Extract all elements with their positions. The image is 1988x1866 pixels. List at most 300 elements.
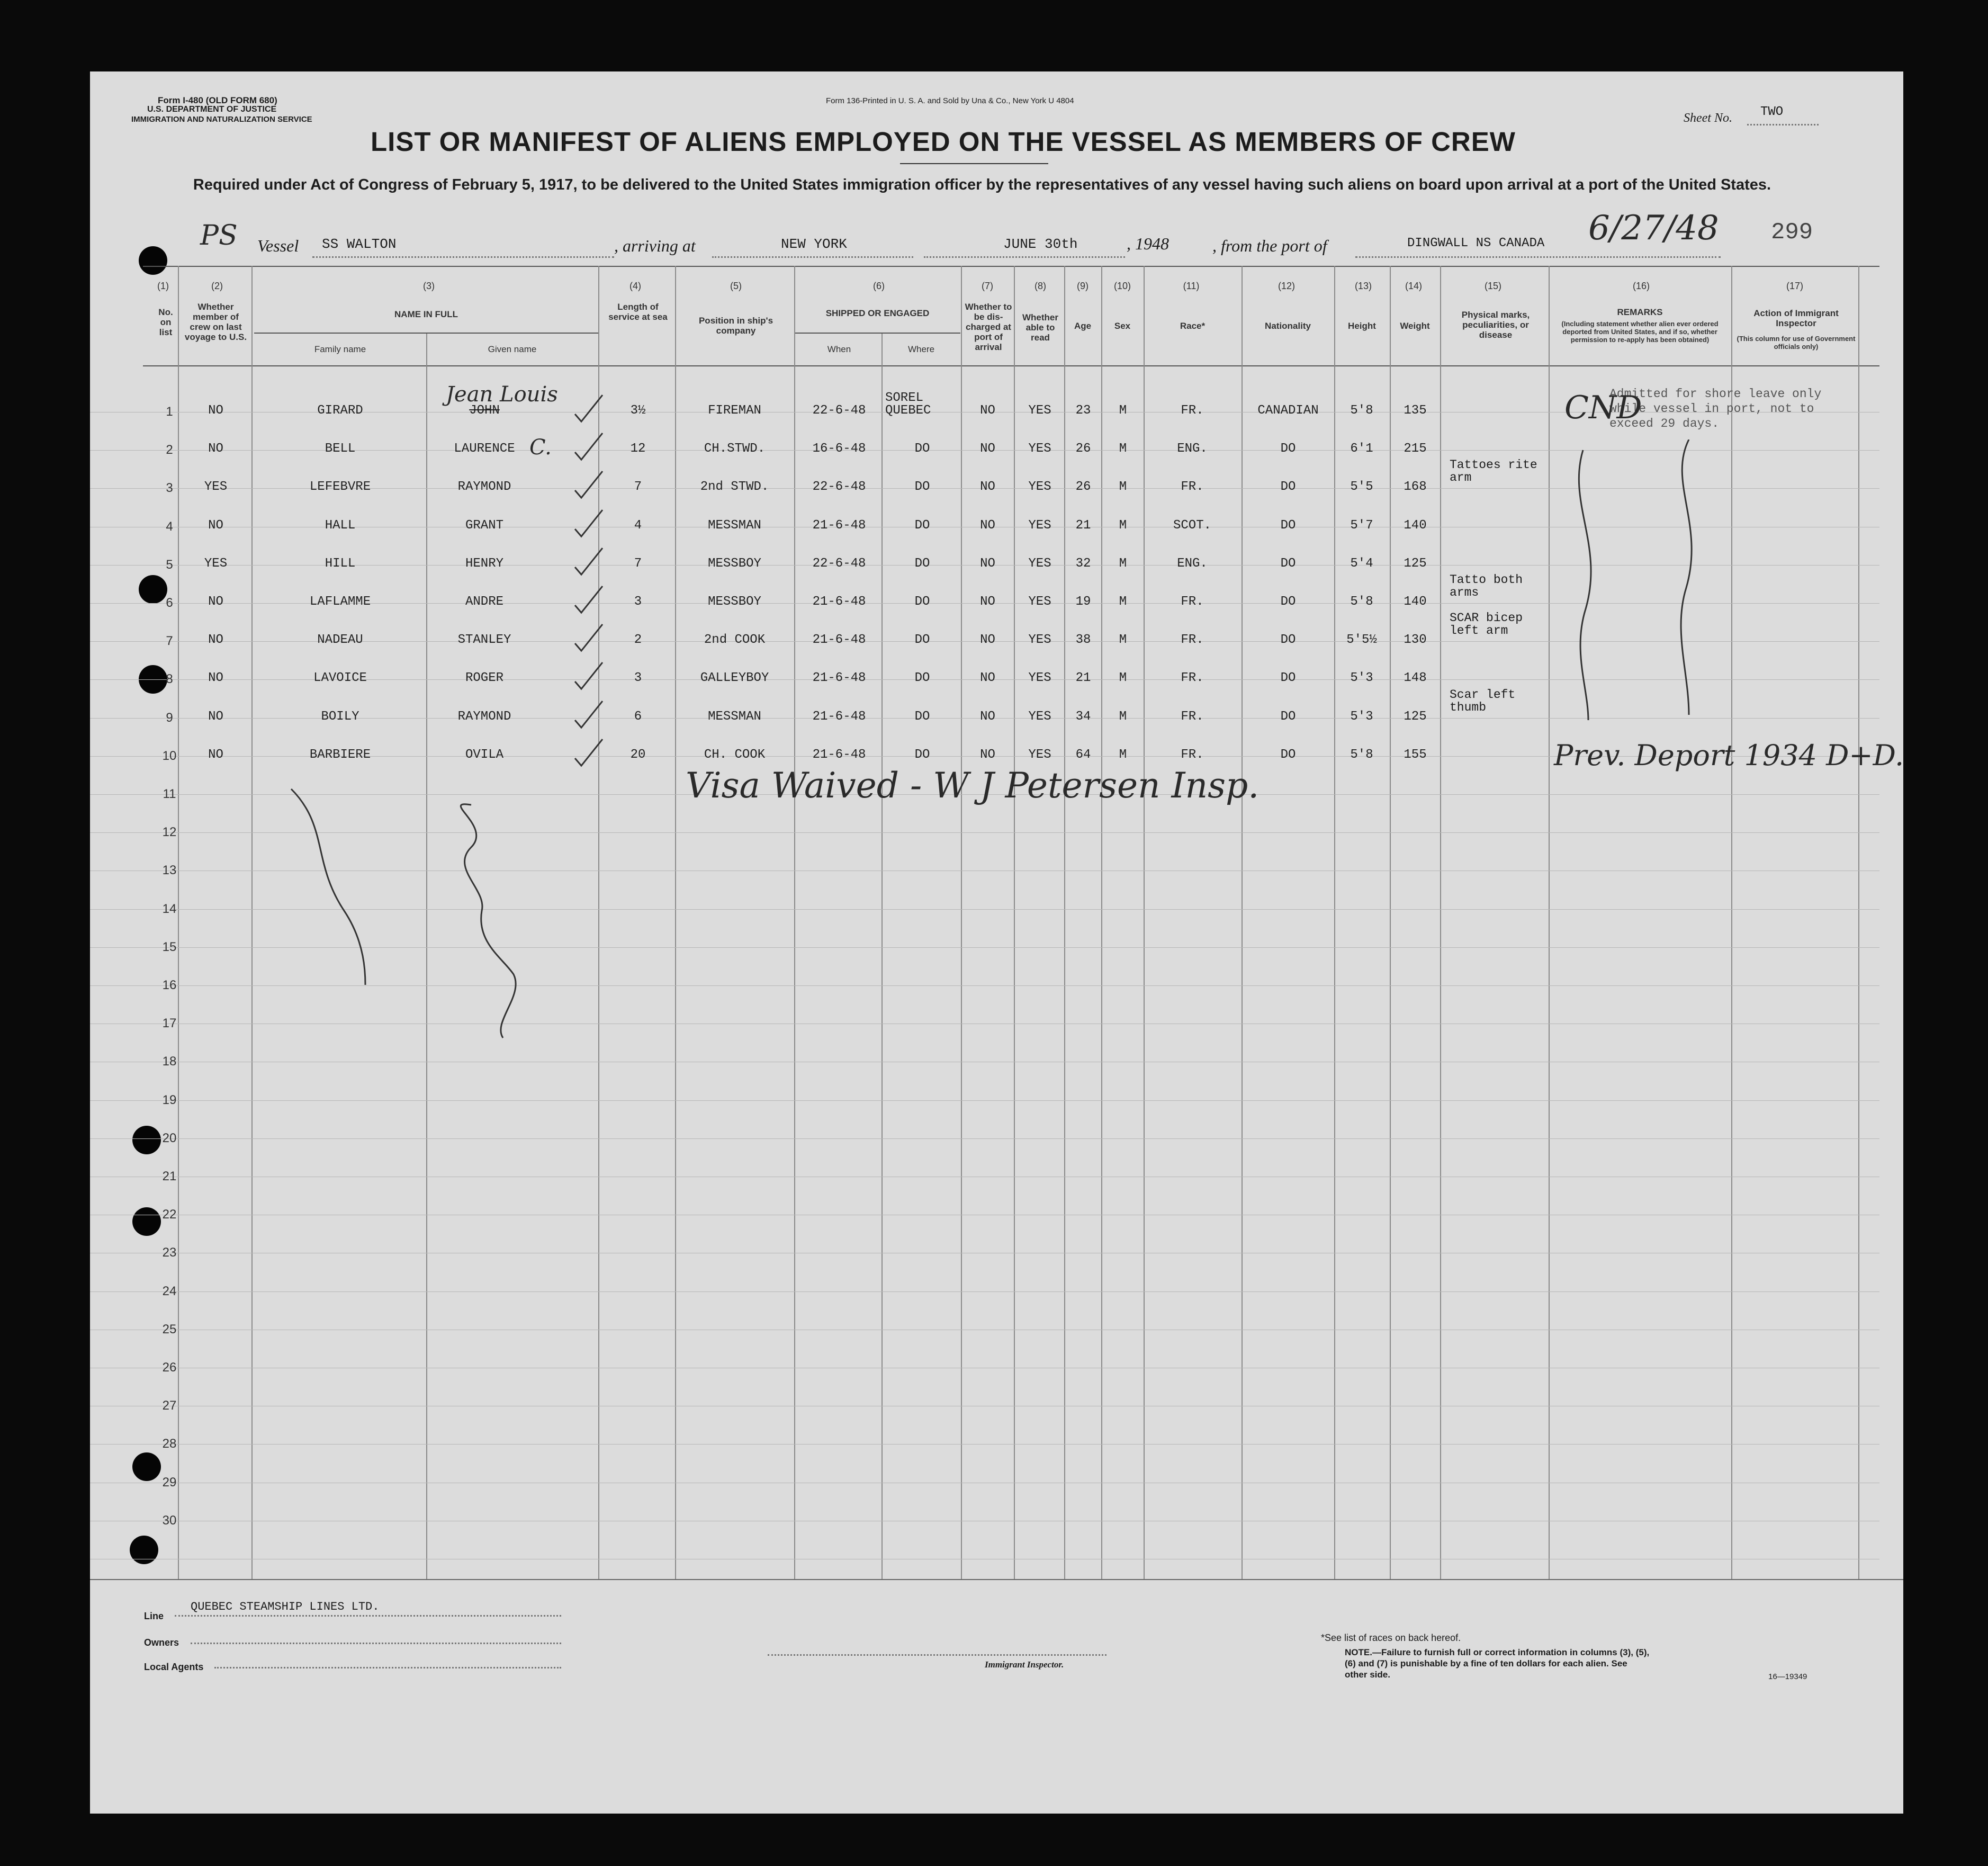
- cell-service: 3: [634, 671, 642, 686]
- cell-nationality: DO: [1280, 518, 1296, 533]
- cell-weight: 148: [1404, 671, 1427, 686]
- col-num: (6): [873, 281, 885, 291]
- cell-marks: Tattoes rite arm: [1450, 458, 1537, 485]
- cell-height: 5'3: [1350, 709, 1373, 724]
- cell-read: YES: [1028, 595, 1051, 609]
- cell-sex: M: [1119, 518, 1127, 533]
- cell-height: 6'1: [1350, 442, 1373, 456]
- cell-voyage: NO: [208, 747, 223, 762]
- col-divider: [1731, 266, 1732, 1579]
- cell-given: RAYMOND: [457, 709, 511, 724]
- cell-discharged: NO: [980, 633, 995, 648]
- cell-service: 4: [634, 518, 642, 533]
- cell-discharged: NO: [980, 556, 995, 571]
- header-last-voyage: Whether member of crew on last voyage to U.S.: [184, 302, 247, 342]
- cell-marks: SCAR bicep left arm: [1450, 611, 1523, 638]
- cell-read: YES: [1028, 671, 1051, 686]
- checkmark-icon: [573, 660, 605, 692]
- cell-age: 26: [1075, 480, 1091, 495]
- header-given-name: Given name: [488, 344, 537, 354]
- col-num: (1): [157, 281, 169, 291]
- cell-nationality: DO: [1280, 556, 1296, 571]
- cell-discharged: NO: [980, 480, 995, 495]
- name-ditto-strokes: [281, 784, 535, 1059]
- agents-underline: [214, 1667, 561, 1668]
- cell-height: 5'3: [1350, 671, 1373, 686]
- line-number: 19: [162, 1092, 177, 1107]
- cell-given: ROGER: [465, 671, 503, 686]
- cell-read: YES: [1028, 556, 1051, 571]
- cell-race: FR.: [1181, 671, 1204, 686]
- cell-family: BARBIERE: [309, 747, 371, 762]
- cell-read: YES: [1028, 518, 1051, 533]
- remarks-previous: Prev. Deport 1934 D+D.: [1554, 739, 1904, 772]
- cell-sex: M: [1119, 595, 1127, 609]
- line-underline: [175, 1615, 561, 1617]
- cell-where: DO: [914, 671, 930, 686]
- header-able-read: Whether able to read: [1022, 312, 1058, 343]
- line-number: 21: [162, 1169, 177, 1183]
- arriving-underline: [712, 256, 913, 258]
- page-number: 299: [1771, 219, 1813, 246]
- cell-position: MESSMAN: [708, 518, 761, 533]
- col-num: (10): [1113, 281, 1131, 291]
- cell-age: 19: [1075, 595, 1091, 609]
- cell-weight: 215: [1404, 442, 1427, 456]
- line-number: 18: [162, 1054, 177, 1069]
- col-num: (17): [1786, 281, 1803, 291]
- cell-family: BOILY: [321, 709, 359, 724]
- from-underline: [1355, 256, 1721, 258]
- col-divider: [881, 334, 883, 1579]
- from-port-label: , from the port of: [1212, 236, 1327, 255]
- line-number: 22: [162, 1207, 177, 1222]
- line-number: 2: [166, 443, 173, 457]
- arriving-port: NEW YORK: [781, 236, 847, 252]
- cell-race: FR.: [1181, 480, 1204, 495]
- cell-when: 21-6-48: [812, 747, 866, 762]
- agents-label: Local Agents: [144, 1662, 204, 1672]
- line-number: 3: [166, 481, 173, 496]
- col-divider: [1242, 266, 1243, 1579]
- cell-given: GRANT: [465, 518, 503, 533]
- handwritten-date: 6/27/48: [1588, 209, 1719, 248]
- cell-nationality: DO: [1280, 633, 1296, 648]
- cell-voyage: NO: [208, 671, 223, 686]
- vessel-underline: [312, 256, 614, 258]
- line-number: 9: [166, 710, 173, 725]
- handwritten-mark: PS: [200, 220, 238, 252]
- header-height: Height: [1348, 321, 1376, 331]
- col-num: (7): [982, 281, 993, 291]
- cell-position: 2nd STWD.: [700, 480, 769, 495]
- cell-voyage: NO: [208, 442, 223, 456]
- cell-family: HILL: [325, 556, 356, 571]
- cell-read: YES: [1028, 633, 1051, 648]
- cell-when: 22-6-48: [812, 480, 866, 495]
- table-top-rule: [143, 266, 1879, 267]
- col-divider: [251, 266, 253, 1579]
- col-divider: [178, 266, 179, 1579]
- cell-discharged: NO: [980, 671, 995, 686]
- page-subtitle: Required under Act of Congress of February 5, 1917, to be delivered to the United States immigration officer by the representatives of any vessel having such aliens on board upon arrival at a port of the United States.: [193, 176, 1771, 193]
- cell-voyage: NO: [208, 518, 223, 533]
- cell-height: 5'4: [1350, 556, 1373, 571]
- cell-sex: M: [1119, 671, 1127, 686]
- cell-where: DO: [914, 480, 930, 495]
- cell-when: 21-6-48: [812, 671, 866, 686]
- cell-age: 21: [1075, 671, 1091, 686]
- header-remarks: REMARKS: [1617, 307, 1663, 317]
- header-action-inspector: Action of Immigrant Inspector: [1753, 308, 1839, 328]
- header-no-on-list: No. on list: [158, 307, 173, 337]
- owners-underline: [191, 1643, 561, 1644]
- line-number: 23: [162, 1245, 177, 1260]
- cell-sex: M: [1119, 403, 1127, 418]
- ruled-line: [90, 1100, 1879, 1101]
- cell-given: RAYMOND: [457, 480, 511, 495]
- cell-family: BELL: [325, 442, 356, 456]
- cell-height: 5'5½: [1346, 633, 1377, 648]
- line-number: 20: [162, 1131, 177, 1145]
- col-divider: [1144, 266, 1145, 1579]
- col-num: (3): [423, 281, 435, 291]
- page-title: LIST OR MANIFEST OF ALIENS EMPLOYED ON THE VESSEL AS MEMBERS OF CREW: [371, 127, 1516, 157]
- header-physical-marks: Physical marks, peculiarities, or disease: [1461, 310, 1530, 340]
- cell-service: 2: [634, 633, 642, 648]
- cell-where: DO: [914, 556, 930, 571]
- header-name-in-full: NAME IN FULL: [394, 309, 458, 319]
- header-position: Position in ship's company: [698, 316, 773, 336]
- cell-read: YES: [1028, 442, 1051, 456]
- cell-given: STANLEY: [457, 633, 511, 648]
- col-num: (11): [1183, 281, 1200, 291]
- line-label: Line: [144, 1611, 164, 1621]
- col-divider: [1064, 266, 1065, 1579]
- cell-where: DO: [914, 595, 930, 609]
- vessel-label: Vessel: [257, 236, 299, 255]
- cell-given: LAURENCE: [454, 442, 515, 456]
- service-name: IMMIGRATION AND NATURALIZATION SERVICE: [131, 115, 312, 124]
- col-divider: [1101, 266, 1102, 1579]
- cell-where: SOREL QUEBEC: [885, 391, 931, 418]
- col-num: (5): [730, 281, 742, 291]
- cell-position: 2nd COOK: [704, 633, 766, 648]
- line-number: 24: [162, 1284, 177, 1298]
- line-number: 7: [166, 634, 173, 649]
- cell-weight: 140: [1404, 518, 1427, 533]
- checkmark-icon: [573, 431, 605, 463]
- cell-height: 5'8: [1350, 747, 1373, 762]
- col-divider: [1440, 266, 1441, 1579]
- line-number: 8: [166, 672, 173, 687]
- cell-when: 21-6-48: [812, 633, 866, 648]
- header-bottom-rule: [143, 365, 1879, 366]
- arrival-date: JUNE 30th: [1003, 236, 1078, 252]
- checkmark-icon: [573, 622, 605, 654]
- cell-race: SCOT.: [1173, 518, 1211, 533]
- cell-voyage: NO: [208, 633, 223, 648]
- cell-given: JOHN: [469, 403, 500, 418]
- header-length-service: Length of service at sea: [608, 302, 668, 322]
- races-note: *See list of races on back hereof.: [1321, 1632, 1461, 1643]
- arriving-label: , arriving at: [614, 236, 696, 255]
- cell-where: DO: [914, 633, 930, 648]
- col-num: (4): [629, 281, 641, 291]
- cell-nationality: CANADIAN: [1257, 403, 1319, 418]
- checkmark-icon: [573, 584, 605, 616]
- form-code: 16—19349: [1768, 1672, 1807, 1681]
- department: U.S. DEPARTMENT OF JUSTICE: [147, 105, 277, 114]
- header-family-name: Family name: [314, 344, 366, 354]
- cell-age: 26: [1075, 442, 1091, 456]
- cell-age: 21: [1075, 518, 1091, 533]
- header-shipped-engaged: SHIPPED OR ENGAGED: [825, 308, 930, 318]
- cell-service: 6: [634, 709, 642, 724]
- cell-family: HALL: [325, 518, 356, 533]
- cell-discharged: NO: [980, 403, 995, 418]
- cell-position: MESSMAN: [708, 709, 761, 724]
- cell-where: DO: [914, 709, 930, 724]
- cell-position: FIREMAN: [708, 403, 761, 418]
- printer-note: Form 136-Printed in U. S. A. and Sold by Una & Co., New York U 4804: [826, 96, 1074, 105]
- header-action-note: (This column for use of Government officials only): [1737, 335, 1856, 351]
- cell-race: FR.: [1181, 747, 1204, 762]
- col-divider: [1858, 266, 1859, 1579]
- header-when: When: [827, 344, 851, 354]
- ruled-line: [90, 1138, 1879, 1139]
- cell-where: DO: [914, 747, 930, 762]
- cell-height: 5'7: [1350, 518, 1373, 533]
- line-number: 1: [166, 405, 173, 419]
- col-num: (15): [1484, 281, 1501, 291]
- cell-weight: 155: [1404, 747, 1427, 762]
- checkmark-icon: [573, 508, 605, 540]
- cell-family: LEFEBVRE: [309, 480, 371, 495]
- title-rule: [900, 163, 1048, 164]
- cell-when: 21-6-48: [812, 709, 866, 724]
- cell-given-handwritten: C.: [529, 435, 552, 460]
- header-weight: Weight: [1400, 321, 1430, 331]
- cell-read: YES: [1028, 709, 1051, 724]
- line-value: QUEBEC STEAMSHIP LINES LTD.: [191, 1600, 380, 1613]
- cell-read: YES: [1028, 747, 1051, 762]
- col-divider: [1014, 266, 1015, 1579]
- date-underline: [924, 256, 1125, 258]
- checkmark-icon: [573, 546, 605, 578]
- cell-race: FR.: [1181, 709, 1204, 724]
- cell-nationality: DO: [1280, 595, 1296, 609]
- line-number: 6: [166, 596, 173, 610]
- cell-given: ANDRE: [465, 595, 503, 609]
- cell-service: 7: [634, 556, 642, 571]
- ruled-line: [90, 1291, 1879, 1292]
- cell-age: 38: [1075, 633, 1091, 648]
- cell-race: FR.: [1181, 633, 1204, 648]
- cell-nationality: DO: [1280, 709, 1296, 724]
- punch-hole: [139, 246, 167, 275]
- cell-read: YES: [1028, 403, 1051, 418]
- cell-service: 20: [630, 747, 646, 762]
- remarks-typed: Admitted for shore leave only while vessel in port, not to exceed 29 days.: [1609, 387, 1822, 430]
- header-sex: Sex: [1114, 321, 1131, 331]
- sheet-label: Sheet No.: [1684, 111, 1732, 125]
- cell-race: FR.: [1181, 595, 1204, 609]
- cell-weight: 135: [1404, 403, 1427, 418]
- header-where: Where: [907, 344, 935, 354]
- cell-where: DO: [914, 442, 930, 456]
- checkmark-icon: [573, 469, 605, 501]
- cell-position: CH. COOK: [704, 747, 766, 762]
- cell-read: YES: [1028, 480, 1051, 495]
- cell-nationality: DO: [1280, 442, 1296, 456]
- col-num: (14): [1405, 281, 1422, 291]
- col-divider: [794, 266, 795, 1579]
- cell-nationality: DO: [1280, 480, 1296, 495]
- cell-position: GALLEYBOY: [700, 671, 769, 686]
- col-num: (16): [1632, 281, 1650, 291]
- vessel-name: SS WALTON: [322, 236, 397, 252]
- line-number: 30: [162, 1513, 177, 1528]
- line-number: 26: [162, 1360, 177, 1375]
- header-discharged: Whether to be dis-charged at port of arrival: [965, 302, 1012, 352]
- col-num: (13): [1354, 281, 1372, 291]
- header-age: Age: [1074, 321, 1092, 331]
- header-nationality: Nationality: [1265, 321, 1311, 331]
- line-number: 25: [162, 1322, 177, 1336]
- from-port: DINGWALL NS CANADA: [1407, 236, 1545, 250]
- checkmark-icon: [573, 699, 605, 731]
- cell-race: ENG.: [1177, 442, 1208, 456]
- cell-age: 23: [1075, 403, 1091, 418]
- col-num: (12): [1278, 281, 1295, 291]
- line-number: 10: [162, 748, 177, 763]
- cell-voyage: NO: [208, 595, 223, 609]
- cell-weight: 125: [1404, 709, 1427, 724]
- cell-family: LAFLAMME: [309, 595, 371, 609]
- sheet-underline: [1747, 124, 1819, 125]
- punch-hole: [130, 1536, 158, 1564]
- cell-race: FR.: [1181, 403, 1204, 418]
- line-number: 12: [162, 825, 177, 840]
- cell-age: 32: [1075, 556, 1091, 571]
- header-race: Race*: [1180, 321, 1206, 331]
- cell-sex: M: [1119, 442, 1127, 456]
- cell-sex: M: [1119, 709, 1127, 724]
- line-number: 27: [162, 1398, 177, 1413]
- cell-discharged: NO: [980, 747, 995, 762]
- col-num: (9): [1077, 281, 1089, 291]
- line-number: 29: [162, 1475, 177, 1490]
- cell-height: 5'8: [1350, 403, 1373, 418]
- cell-nationality: DO: [1280, 747, 1296, 762]
- inspector-underline: [768, 1654, 1107, 1656]
- line-number: 15: [162, 939, 177, 954]
- cell-given: HENRY: [465, 556, 503, 571]
- line-number: 17: [162, 1016, 177, 1031]
- cell-height: 5'5: [1350, 480, 1373, 495]
- cell-service: 7: [634, 480, 642, 495]
- sheet-value: TWO: [1760, 105, 1784, 119]
- owners-label: Owners: [144, 1637, 179, 1648]
- cell-given: OVILA: [465, 747, 503, 762]
- form-number: Form I-480 (OLD FORM 680): [158, 95, 277, 105]
- cell-voyage: YES: [204, 480, 228, 495]
- cell-given-handwritten: Jean Louis: [446, 382, 558, 407]
- cell-when: 21-6-48: [812, 595, 866, 609]
- cell-race: ENG.: [1177, 556, 1208, 571]
- remarks-stamp: CND: [1564, 389, 1642, 426]
- cell-sex: M: [1119, 633, 1127, 648]
- cell-family: GIRARD: [317, 403, 363, 418]
- col-num: (8): [1035, 281, 1046, 291]
- cell-marks: Scar left thumb: [1450, 687, 1516, 714]
- cell-when: 22-6-48: [812, 556, 866, 571]
- line-number: 11: [163, 787, 176, 801]
- cell-discharged: NO: [980, 442, 995, 456]
- cell-position: MESSBOY: [708, 556, 761, 571]
- remarks-ditto-strokes: [1567, 439, 1715, 736]
- cell-family: NADEAU: [317, 633, 363, 648]
- cell-family: LAVOICE: [313, 671, 367, 686]
- line-number: 28: [162, 1437, 177, 1451]
- cell-when: 21-6-48: [812, 518, 866, 533]
- cell-sex: M: [1119, 556, 1127, 571]
- cell-service: 3½: [630, 403, 646, 418]
- cell-voyage: YES: [204, 556, 228, 571]
- cell-sex: M: [1119, 480, 1127, 495]
- cell-age: 64: [1075, 747, 1091, 762]
- cell-marks: Tatto both arms: [1450, 573, 1523, 599]
- line-number: 5: [166, 557, 173, 572]
- inspector-label: Immigrant Inspector.: [985, 1659, 1064, 1670]
- cell-height: 5'8: [1350, 595, 1373, 609]
- arrival-year: , 1948: [1127, 234, 1169, 253]
- cell-position: MESSBOY: [708, 595, 761, 609]
- checkmark-icon: [573, 737, 605, 769]
- failure-note: NOTE.—Failure to furnish full or correct information in columns (3), (5), (6) and (7) is punishable by a fine of ten dollars for each alien. See other side.: [1345, 1647, 1650, 1680]
- col-divider: [675, 266, 676, 1579]
- shipped-subrule: [795, 333, 960, 334]
- cell-weight: 130: [1404, 633, 1427, 648]
- header-remarks-note: (Including statement whether alien ever ordered deported from United States, and if so, whether permission to re-apply has been obtained): [1561, 320, 1719, 344]
- cell-discharged: NO: [980, 709, 995, 724]
- line-number: 4: [166, 519, 173, 534]
- cell-when: 22-6-48: [812, 403, 866, 418]
- col-num: (2): [211, 281, 223, 291]
- col-divider: [1334, 266, 1335, 1579]
- line-number: 16: [162, 978, 177, 992]
- cell-voyage: NO: [208, 709, 223, 724]
- cell-voyage: NO: [208, 403, 223, 418]
- cell-nationality: DO: [1280, 671, 1296, 686]
- col-divider: [1549, 266, 1550, 1579]
- cell-weight: 125: [1404, 556, 1427, 571]
- ruled-line: [90, 1444, 1879, 1445]
- cell-weight: 140: [1404, 595, 1427, 609]
- cell-sex: M: [1119, 747, 1127, 762]
- table-bottom-rule: [90, 1579, 1903, 1580]
- cell-discharged: NO: [980, 518, 995, 533]
- col-divider: [961, 266, 962, 1579]
- cell-where: DO: [914, 518, 930, 533]
- cell-position: CH.STWD.: [704, 442, 766, 456]
- cell-service: 12: [630, 442, 646, 456]
- cell-age: 34: [1075, 709, 1091, 724]
- line-number: 13: [162, 863, 177, 878]
- cell-discharged: NO: [980, 595, 995, 609]
- col-divider: [1390, 266, 1391, 1579]
